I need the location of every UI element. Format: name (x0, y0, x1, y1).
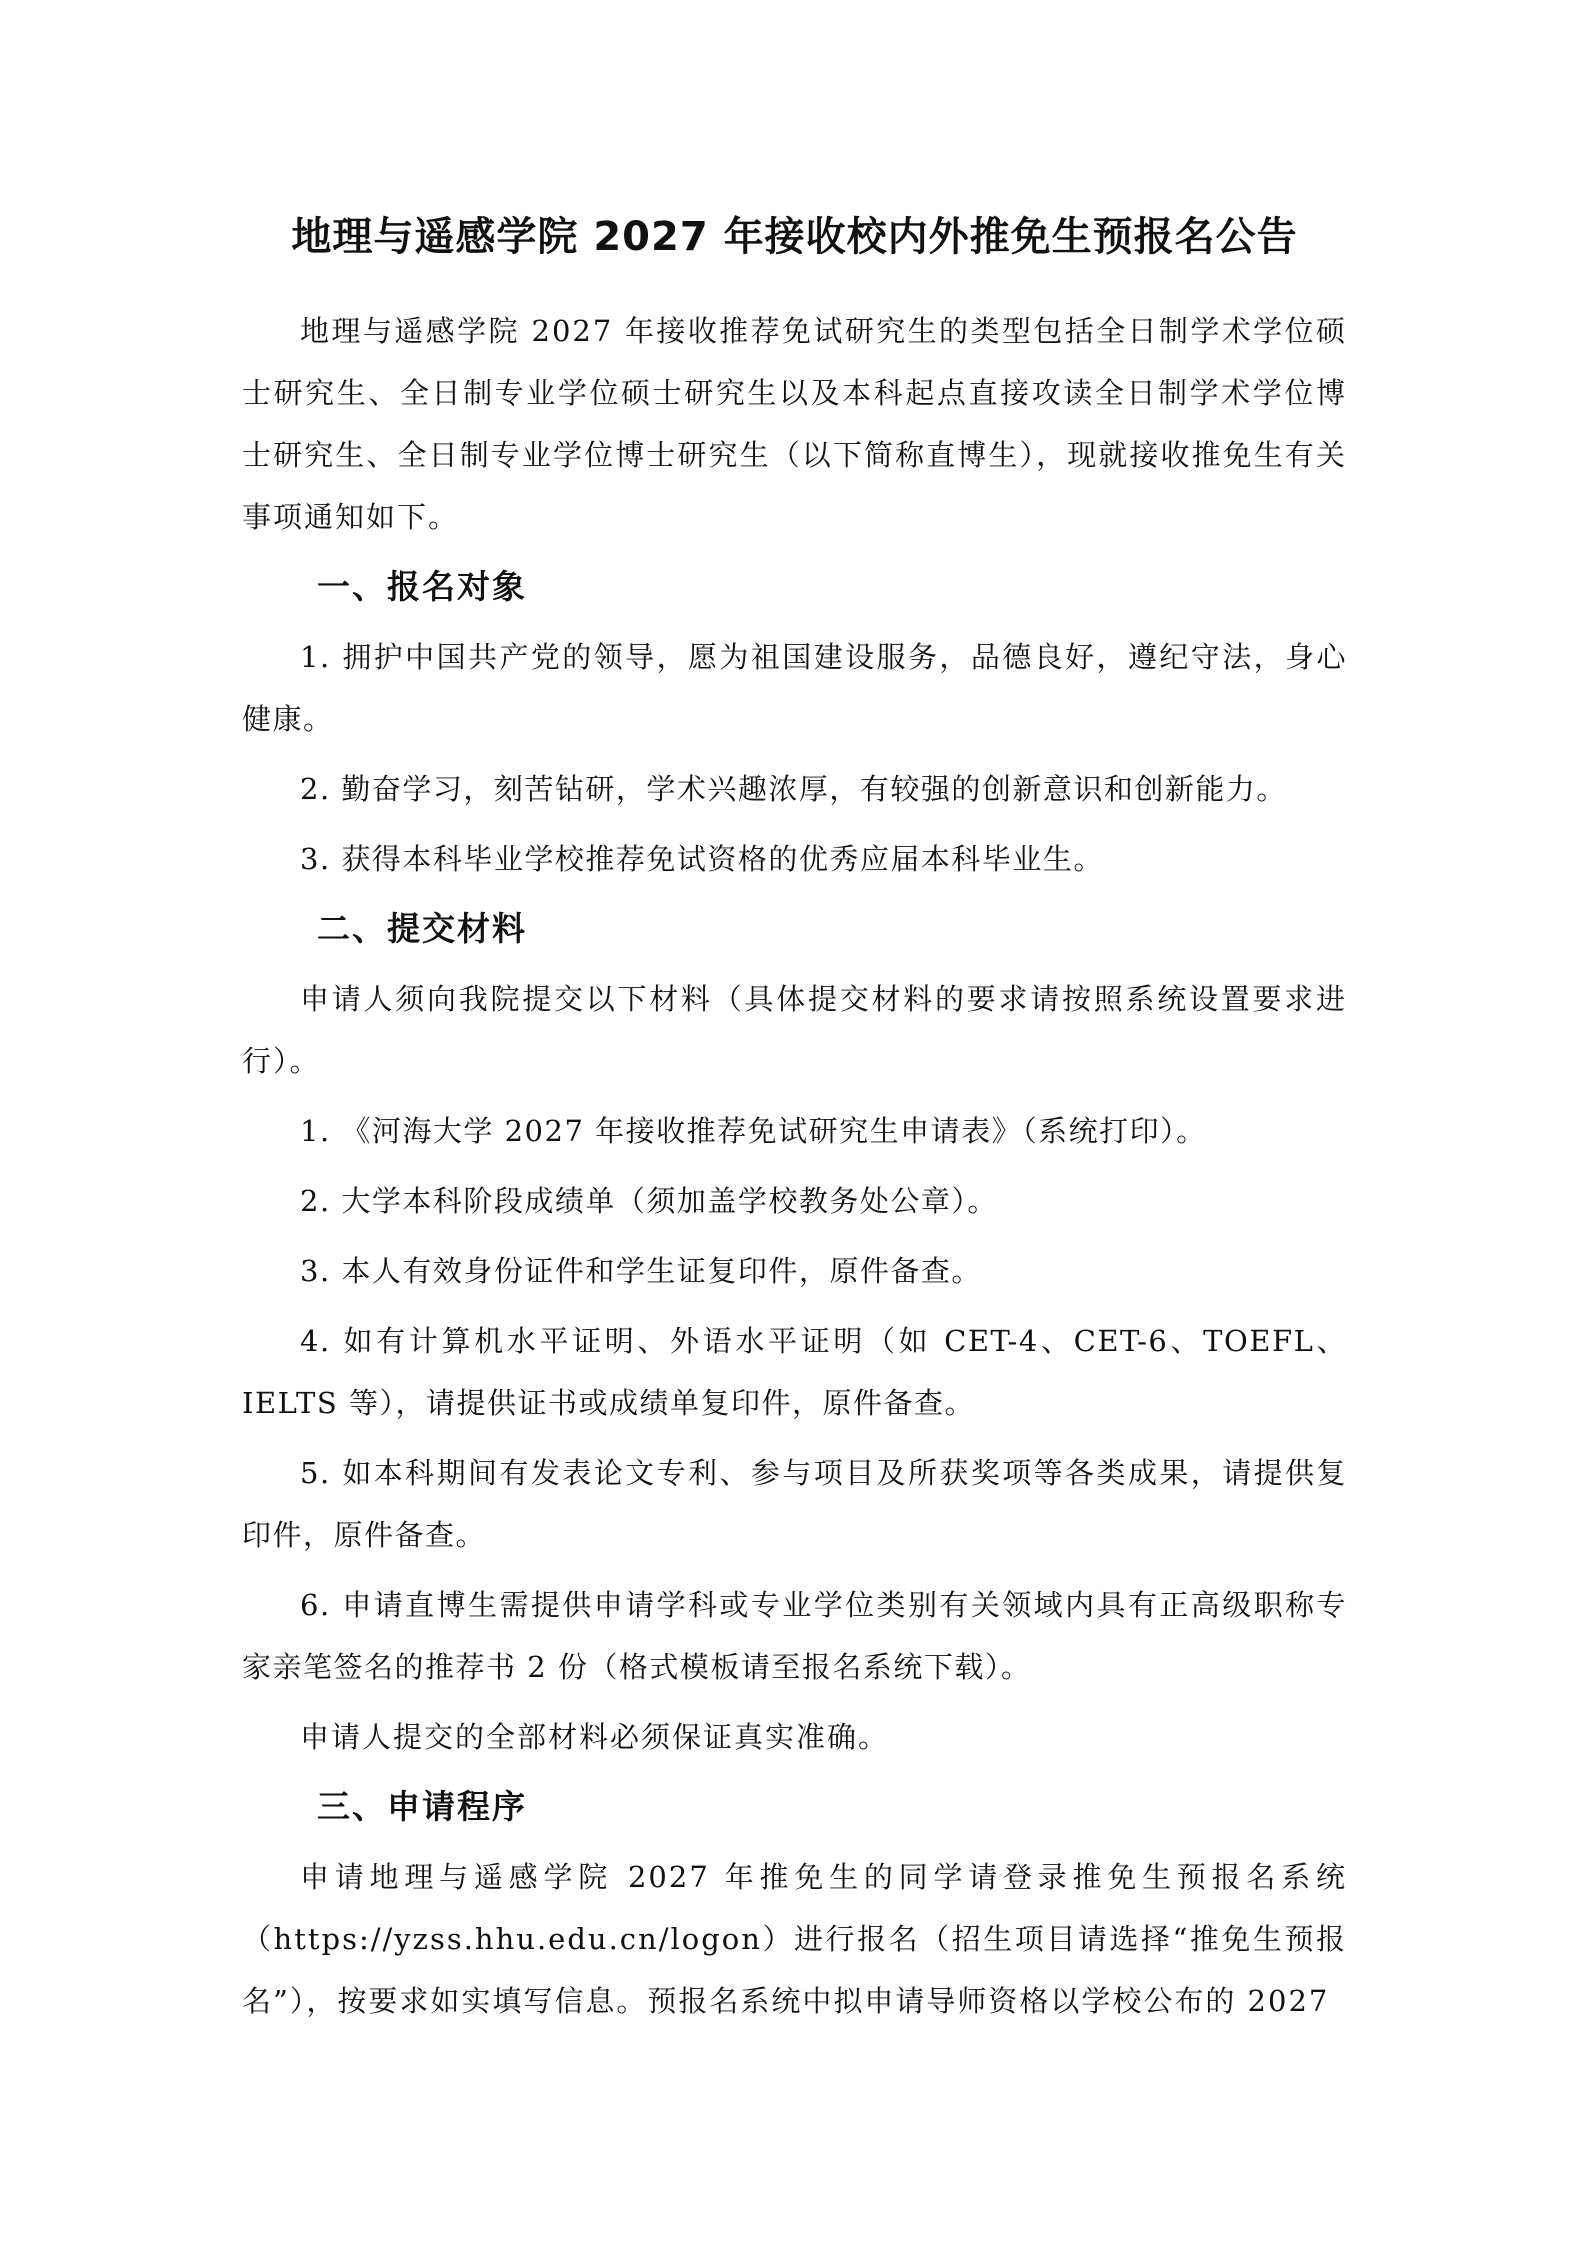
section-heading-materials: 二、提交材料 (317, 909, 527, 948)
document-title: 地理与遥感学院 2027 年接收校内外推免生预报名公告 (291, 214, 1298, 260)
eligibility-item-1: 1. 拥护中国共产党的领导，愿为祖国建设服务，品德良好，遵纪守法，身心健康。 (242, 640, 1347, 736)
section-heading-eligibility: 一、报名对象 (317, 567, 527, 606)
document-page (242, 205, 1347, 2040)
eligibility-item-2: 2. 勤奋学习，刻苦钻研，学术兴趣浓厚，有较强的创新意识和创新能力。 (300, 772, 1287, 806)
intro-paragraph: 地理与遥感学院 2027 年接收推荐免试研究生的类型包括全日制学术学位硕士研究生、全日制专业学位硕士研究生以及本科起点直接攻读全日制学术学位博士研究生、全日制专业学位博士研究生（以下简称直博生），现就接收推免生有关事项通知如下。 (242, 314, 1347, 534)
materials-item-4: 4. 如有计算机水平证明、外语水平证明（如 CET-4、CET-6、TOEFL、IELTS 等），请提供证书或成绩单复印件，原件备查。 (242, 1324, 1347, 1420)
materials-item-2: 2. 大学本科阶段成绩单（须加盖学校教务处公章）。 (300, 1184, 998, 1218)
materials-item-5: 5. 如本科期间有发表论文专利、参与项目及所获奖项等各类成果，请提供复印件，原件备查。 (242, 1456, 1347, 1552)
materials-intro: 申请人须向我院提交以下材料（具体提交材料的要求请按照系统设置要求进行）。 (242, 982, 1347, 1078)
materials-closing: 申请人提交的全部材料必须保证真实准确。 (300, 1720, 890, 1754)
materials-item-1: 1. 《河海大学 2027 年接收推荐免试研究生申请表》（系统打印）。 (300, 1114, 1207, 1148)
materials-item-6: 6. 申请直博生需提供申请学科或专业学位类别有关领域内具有正高级职称专家亲笔签名的推荐书 2 份（格式模板请至报名系统下载）。 (242, 1588, 1347, 1684)
procedure-paragraph: 申请地理与遥感学院 2027 年推免生的同学请登录推免生预报名系统（https://yzss.hhu.edu.cn/logon）进行报名（招生项目请选择“推免生预报名”），按要求如实填写信息。预报名系统中拟申请导师资格以学校公布的 2027 (242, 1860, 1347, 2018)
eligibility-item-3: 3. 获得本科毕业学校推荐免试资格的优秀应届本科毕业生。 (300, 842, 1104, 876)
materials-item-3: 3. 本人有效身份证件和学生证复印件，原件备查。 (300, 1254, 982, 1288)
section-heading-procedure: 三、申请程序 (317, 1787, 527, 1826)
